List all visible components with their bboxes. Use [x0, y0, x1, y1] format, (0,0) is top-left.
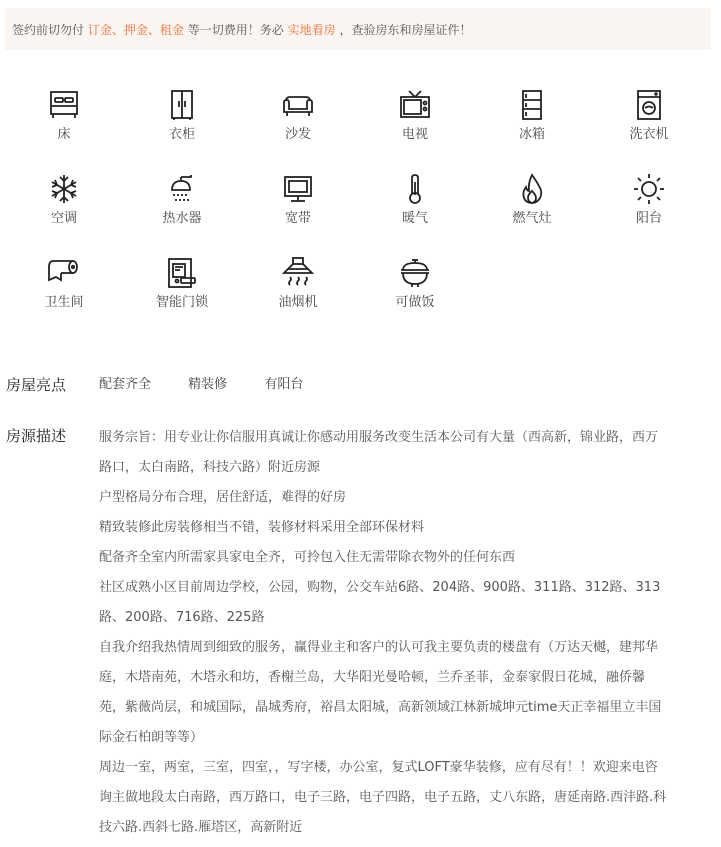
- facility-label: 阳台: [635, 211, 662, 226]
- sun-icon: [632, 172, 666, 206]
- facility-water-heater: [137, 172, 227, 244]
- description-line: 路、200路、716路、225路: [99, 610, 265, 625]
- facility-cooking: [370, 256, 460, 328]
- facilities-grid: [0, 80, 721, 340]
- shower-icon: [165, 172, 199, 206]
- description-line: 周边一室，两室，三室，四室，，写字楼，办公室，复式LOFT豪华装修，应有尽有！！欢迎来电咨: [99, 760, 658, 775]
- range-hood-icon: [281, 256, 315, 290]
- description-line: 苑，紫薇尚层，和城国际，晶城秀府，裕昌太阳城，高新领域江林新城坤元time天正幸福里立丰国: [99, 700, 662, 715]
- facility-label: 冰箱: [518, 127, 545, 142]
- description-line: 询主做地段太白南路，西万路口，电子三路，电子四路，电子五路，丈八东路，唐延南路.西沣路.科: [99, 790, 667, 805]
- wardrobe-icon: [165, 88, 199, 122]
- notice-middle: 等一切费用！务必: [187, 23, 284, 37]
- notice-visit-highlight: 实地看房: [287, 23, 336, 37]
- facility-label: 沙发: [284, 127, 311, 142]
- facility-tv: [370, 88, 460, 160]
- facility-label: 可做饭: [395, 295, 435, 310]
- thermometer-icon: [398, 172, 432, 206]
- monitor-icon: [281, 172, 315, 206]
- facility-label: 卫生间: [44, 295, 84, 310]
- highlights-tags: [99, 376, 336, 394]
- facility-label: 油烟机: [278, 295, 318, 310]
- facility-sofa: [253, 88, 343, 160]
- safety-notice-banner: [5, 8, 711, 50]
- flame-icon: [515, 172, 549, 206]
- snowflake-icon: [47, 172, 81, 206]
- notice-sep-2: 、: [147, 23, 160, 37]
- facility-label: 智能门锁: [155, 295, 208, 310]
- notice-sep-1: 、: [111, 23, 124, 37]
- facility-range-hood: [253, 256, 343, 328]
- highlight-tag: 精装修: [188, 377, 228, 392]
- highlights-title: 房屋亮点: [6, 376, 67, 394]
- facility-label: 床: [57, 127, 71, 142]
- highlight-tag: 有阳台: [264, 377, 304, 392]
- description-line: 路口，太白南路，科技六路）附近房源: [99, 460, 321, 475]
- highlight-tag: 配套齐全: [99, 377, 152, 392]
- notice-fee-security: 押金: [123, 23, 148, 37]
- toilet-paper-icon: [47, 256, 81, 290]
- notice-fee-rent: 租金: [159, 23, 184, 37]
- description-line: 社区成熟小区目前周边学校，公园，购物，公交车站6路、204路、900路、311路、312路、313: [99, 580, 661, 595]
- tv-icon: [398, 88, 432, 122]
- facility-label: 衣柜: [168, 127, 195, 142]
- facility-label: 燃气灶: [512, 211, 552, 226]
- facility-heating: [370, 172, 460, 244]
- cooking-pot-icon: [398, 256, 432, 290]
- notice-fee-deposit: 订金: [87, 23, 112, 37]
- description-line: 户型格局分布合理，居住舒适，难得的好房: [99, 490, 347, 505]
- facility-wardrobe: [137, 88, 227, 160]
- description-line: 庭，木塔南苑，木塔永和坊，香榭兰岛，大华阳光曼哈顿，兰乔圣菲，金泰家假日花城，融侨馨: [99, 670, 646, 685]
- facility-gas-stove: [487, 172, 577, 244]
- facility-label: 洗衣机: [629, 127, 669, 142]
- facility-washing-machine: [604, 88, 694, 160]
- description-title: 房源描述: [6, 427, 67, 445]
- facility-fridge: [487, 88, 577, 160]
- facility-label: 电视: [401, 127, 428, 142]
- facility-balcony: [604, 172, 694, 244]
- description-body: [99, 423, 711, 843]
- description-line: 际金石柏朗等等）: [99, 730, 204, 745]
- washing-machine-icon: [632, 88, 666, 122]
- description-line: 技六路.西斜七路.雁塔区，高新附近: [99, 820, 303, 835]
- facility-air-conditioner: [19, 172, 109, 244]
- description-line: 配备齐全室内所需家具家电全齐，可拎包入住无需带除衣物外的任何东西: [99, 550, 516, 565]
- description-line: 自我介绍我热情周到细致的服务，赢得业主和客户的认可我主要负责的楼盘有（万达天樾，建邦华: [99, 640, 659, 655]
- facility-bathroom: [19, 256, 109, 328]
- fridge-icon: [515, 88, 549, 122]
- bed-icon: [47, 88, 81, 122]
- notice-suffix: ，查验房东和房屋证件！: [339, 23, 472, 37]
- facility-label: 宽带: [284, 211, 311, 226]
- facility-label: 暖气: [401, 211, 428, 226]
- facility-smart-lock: [137, 256, 227, 328]
- facility-label: 热水器: [162, 211, 202, 226]
- facility-broadband: [253, 172, 343, 244]
- facility-label: 空调: [50, 211, 77, 226]
- notice-prefix: 签约前切勿付: [12, 23, 85, 37]
- description-line: 精致装修此房装修相当不错，装修材料采用全部环保材料: [99, 520, 425, 535]
- sofa-icon: [281, 88, 315, 122]
- door-lock-icon: [165, 256, 199, 290]
- description-line: 服务宗旨：用专业让你信服用真诚让你感动用服务改变生活本公司有大量（西高新，锦业路，西万: [99, 430, 659, 445]
- facility-bed: [19, 88, 109, 160]
